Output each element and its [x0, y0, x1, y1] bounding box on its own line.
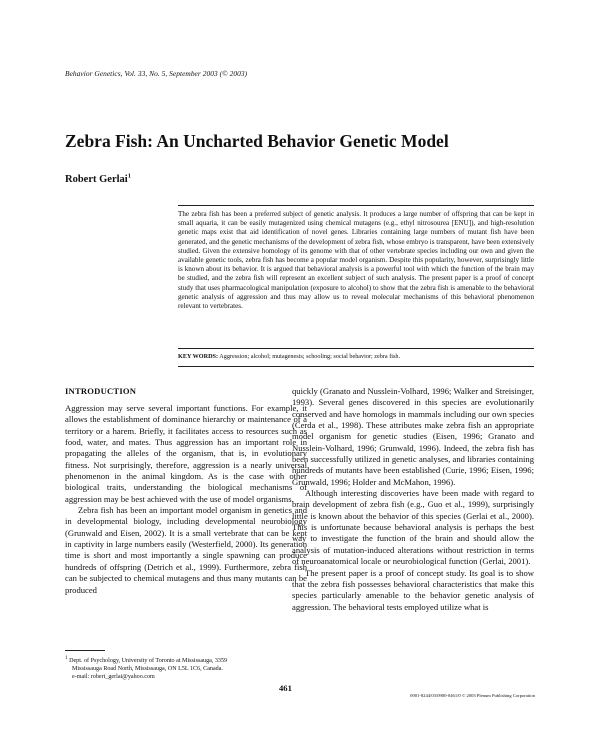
- footnote-mark: 1: [65, 655, 68, 661]
- abstract-top-rule: [178, 205, 534, 206]
- left-column: [65, 403, 307, 596]
- keywords: [178, 353, 534, 361]
- left-paragraph-2: Zebra fish has been an important model organism in genetics and in developmental biology, including developmental neurobiology (Grunwald and Eisen, 2002). It is a small vertebrate that can be kept in captivity in large numbers easily (Westerfield, 2000). Its generation time is short and most importantly a single spawning can produce hundreds of offspring (Detrich et al., 1999). Furthermore, zebra fish can be subjected to chemical mutagens and thus many mutants can be produced: [65, 505, 307, 595]
- paper-title: Zebra Fish: An Uncharted Behavior Genetic Model: [65, 131, 449, 151]
- right-paragraph-2: Although interesting discoveries have been made with regard to brain development of zebra fish (e.g., Guo et al., 1999), surprisingly little is known about the behavior of this species (Gerlai et al., 2000). This is unfortunate because behavioral analysis is perhaps the best way to investigate the function of the brain and should allow the analysis of mutation-induced alterations without restriction in terms of neuroanatomical locale or neurobiological function (Gerlai, 2001).: [292, 488, 534, 567]
- author-footnote-mark: 1: [127, 172, 131, 180]
- right-paragraph-3: The present paper is a proof of concept study. Its goal is to show that the zebra fish possesses behavioral characteristics that make this species particularly amenable to the behavior genetic analysis of aggression. The behavioral tests employed utilize what is: [292, 567, 534, 612]
- page-number: 461: [279, 683, 292, 693]
- author-footnote: [65, 654, 305, 681]
- keywords-text: Aggression; alcohol; mutagenesis; schooling; social behavior; zebra fish.: [219, 353, 401, 360]
- copyright-line: 0001-8244/03/0900-0461/0 © 2003 Plenum Publishing Corporation: [410, 693, 535, 698]
- footnote-email: e-mail: robert_gerlai@yahoo.com: [72, 674, 155, 681]
- left-paragraph-1: Aggression may serve several important functions. For example, it allows the establishment of dominance hierarchy or maintenance of a territory or a harem. Briefly, it facilitates access to resources such as food, water, and mates. Thus aggression has an important role in propagating the alleles of the organism, that is, in evolutionary fitness. Not surprisingly, therefore, aggression is a nearly universal phenomenon in the animal kingdom. As is the case with other biological traits, understanding the biological mechanisms of aggression may be best achieved with the use of model organisms.: [65, 403, 307, 504]
- abstract-divider-rule: [178, 348, 534, 349]
- author-line: [65, 174, 365, 185]
- footnote-line-1: [65, 654, 305, 665]
- footnote-line-2: Mississauga Road North, Mississauga, ON L5L 1C6, Canada.: [72, 666, 223, 673]
- right-paragraph-1: quickly (Granato and Nusslein-Volhard, 1996; Walker and Streisinger, 1993). Several genes discovered in this species are evolutionarily conserved and have homologs in mammals including our own species (Cerda et al., 1998). These attributes make zebra fish an appropriate model organism for genetic studies (Eisen, 1996; Granato and Nusslein-Volhard, 1996; Grunwald, 1996). Indeed, the zebra fish has been successfully utilized in genetic analyses, and libraries containing hundreds of mutants have been established (Curie, 1996; Eisen, 1996; Grunwald, 1996; Holder and McMahon, 1996).: [292, 386, 534, 487]
- right-column: [292, 386, 534, 613]
- journal-citation: Behavior Genetics, Vol. 33, No. 5, September 2003 (© 2003): [65, 69, 248, 78]
- abstract-bottom-rule: [178, 366, 534, 367]
- abstract: The zebra fish has been a preferred subject of genetic analysis. It produces a large number of offspring that can be kept in small aquaria, it can be easily mutagenized using chemical mutagens (e.g., ethyl nitrosourea [ENU]), and high-resolution genetic maps exist that aid identification of novel genes. Libraries containing large numbers of mutant fish have been generated, and the genetic mechanisms of the development of zebra fish, whose embryo is transparent, have been extensively studied. Given the extensive homology of its genome with that of other vertebrate species including our own and given the available genetic tools, zebra fish has become a popular model organism. Despite this popularity, however, surprisingly little is known about its behavior. It is argued that behavioral analysis is a powerful tool with which the function of the brain may be studied, and the zebra fish will represent an excellent subject of such analysis. The present paper is a proof of concept study that uses pharmacological manipulation (exposure to alcohol) to show that the zebra fish is amenable to the behavioral genetic analysis of aggression and thus may allow us to reveal molecular mechanisms of this behavioral phenomenon relevant to vertebrates.: [178, 210, 534, 311]
- footnote-affiliation: Dept. of Psychology, University of Toronto at Mississauga, 3359: [69, 658, 228, 665]
- author-name: Robert Gerlai: [65, 174, 128, 185]
- section-heading-introduction: INTRODUCTION: [65, 386, 137, 396]
- keywords-label: KEY WORDS:: [178, 353, 219, 360]
- footnote-rule: [65, 650, 105, 651]
